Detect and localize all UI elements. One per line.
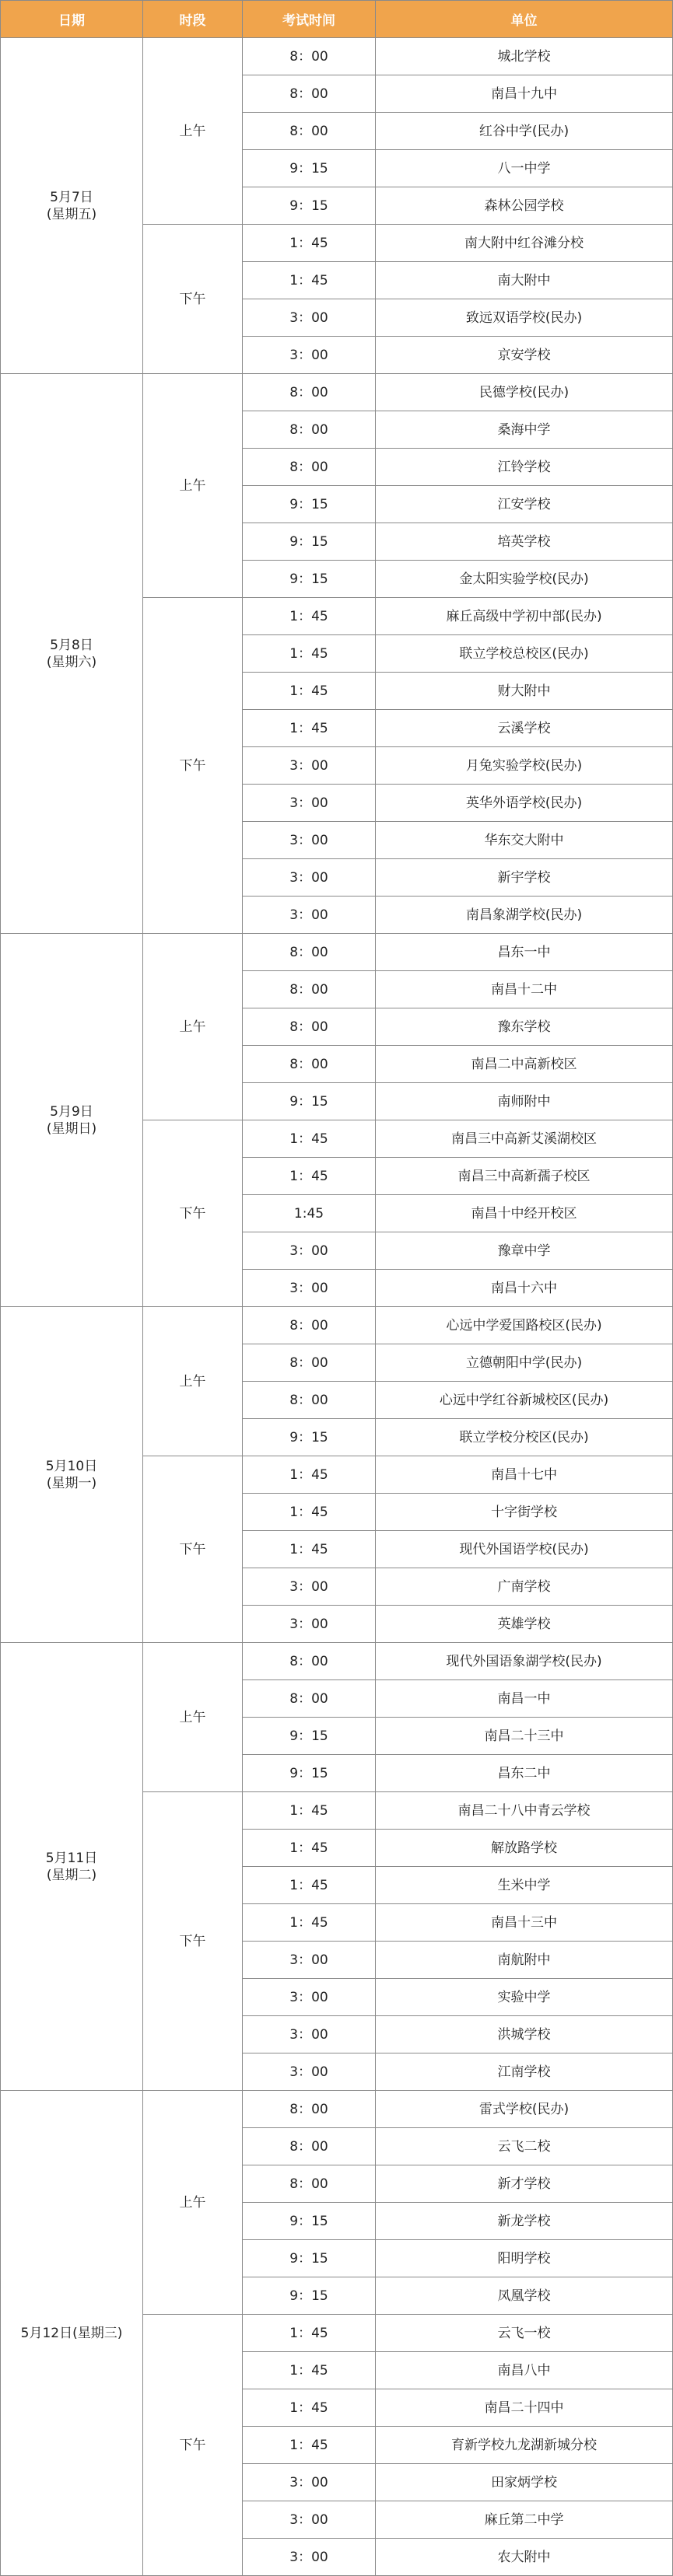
unit-cell: 金太阳实验学校(民办) [376,561,673,598]
unit-cell: 雷式学校(民办) [376,2091,673,2128]
time-cell: 3：00 [243,2053,376,2091]
time-cell: 3：00 [243,822,376,859]
table-row [1,2091,673,2128]
unit-cell: 麻丘高级中学初中部(民办) [376,598,673,635]
date-text: 5月10日 [45,1458,98,1474]
unit-cell: 新宇学校 [376,859,673,897]
time-cell: 1：45 [243,1792,376,1830]
time-cell: 9：15 [243,2203,376,2240]
time-cell: 1：45 [243,1830,376,1867]
unit-cell: 南昌象湖学校(民办) [376,897,673,934]
unit-cell: 凤凰学校 [376,2277,673,2315]
weekday-text: (星期二) [46,1867,97,1883]
unit-cell: 农大附中 [376,2539,673,2576]
period-cell: 上午 [143,1643,243,1792]
unit-cell: 京安学校 [376,337,673,374]
unit-cell: 联立学校分校区(民办) [376,1419,673,1456]
unit-cell: 立德朝阳中学(民办) [376,1344,673,1382]
table-row [1,1643,673,1680]
unit-cell: 阳明学校 [376,2240,673,2277]
unit-cell: 育新学校九龙湖新城分校 [376,2427,673,2464]
time-cell: 3：00 [243,1606,376,1643]
weekday-text: (星期日) [46,1120,97,1137]
unit-cell: 南昌一中 [376,1680,673,1718]
time-cell: 8：00 [243,411,376,449]
unit-cell: 南昌十中经开校区 [376,1195,673,1232]
time-cell: 3：00 [243,299,376,337]
date-cell [1,2091,143,2576]
period-cell: 下午 [143,598,243,934]
time-cell: 8：00 [243,449,376,486]
time-cell: 3：00 [243,1568,376,1606]
time-cell: 3：00 [243,1979,376,2016]
time-cell: 1：45 [243,2352,376,2389]
time-cell: 8：00 [243,75,376,113]
unit-cell: 南昌十三中 [376,1904,673,1942]
unit-cell: 红谷中学(民办) [376,113,673,150]
time-cell: 1：45 [243,1531,376,1568]
time-cell: 1：45 [243,2389,376,2427]
time-cell: 8：00 [243,2091,376,2128]
weekday-text: (星期五) [46,206,97,222]
time-cell: 9：15 [243,1419,376,1456]
time-cell: 1：45 [243,598,376,635]
unit-cell: 桑海中学 [376,411,673,449]
unit-cell: 南昌三中高新艾溪湖校区 [376,1120,673,1158]
period-cell: 上午 [143,2091,243,2315]
weekday-text: (星期六) [46,654,97,670]
unit-cell: 现代外国语象湖学校(民办) [376,1643,673,1680]
weekday-text: (星期一) [46,1475,97,1491]
time-cell: 3：00 [243,1232,376,1270]
time-cell: 9：15 [243,523,376,561]
unit-cell: 十字街学校 [376,1494,673,1531]
unit-cell: 南昌十二中 [376,971,673,1008]
unit-cell: 南昌二十三中 [376,1718,673,1755]
unit-cell: 江铃学校 [376,449,673,486]
time-cell: 3：00 [243,337,376,374]
unit-cell: 南昌二十八中青云学校 [376,1792,673,1830]
table-row [1,374,673,411]
period-cell: 下午 [143,225,243,374]
time-cell: 9：15 [243,1718,376,1755]
time-cell: 8：00 [243,1680,376,1718]
unit-cell: 南昌三中高新孺子校区 [376,1158,673,1195]
unit-cell: 森林公园学校 [376,187,673,225]
unit-cell: 昌东二中 [376,1755,673,1792]
table-row [1,1307,673,1344]
unit-cell: 南大附中红谷滩分校 [376,225,673,262]
unit-cell: 南昌二十四中 [376,2389,673,2427]
time-cell: 1:45 [243,1195,376,1232]
header-date: 日期 [1,1,143,38]
unit-cell: 南昌八中 [376,2352,673,2389]
time-cell: 1：45 [243,262,376,299]
unit-cell: 江安学校 [376,486,673,523]
time-cell: 9：15 [243,1755,376,1792]
date-text: 5月7日 [50,189,93,205]
unit-cell: 广南学校 [376,1568,673,1606]
time-cell: 8：00 [243,971,376,1008]
unit-cell: 南大附中 [376,262,673,299]
unit-cell: 英华外语学校(民办) [376,785,673,822]
unit-cell: 豫东学校 [376,1008,673,1046]
period-cell: 上午 [143,934,243,1120]
period-cell: 上午 [143,1307,243,1456]
unit-cell: 联立学校总校区(民办) [376,635,673,673]
time-cell: 9：15 [243,1083,376,1120]
unit-cell: 洪城学校 [376,2016,673,2053]
time-cell: 8：00 [243,374,376,411]
schedule-body [1,38,673,2576]
time-cell: 3：00 [243,859,376,897]
unit-cell: 南昌十七中 [376,1456,673,1494]
unit-cell: 昌东一中 [376,934,673,971]
unit-cell: 月兔实验学校(民办) [376,747,673,785]
time-cell: 1：45 [243,1494,376,1531]
time-cell: 1：45 [243,1158,376,1195]
date-text: 5月12日(星期三) [20,2325,123,2341]
time-cell: 8：00 [243,1382,376,1419]
unit-cell: 南航附中 [376,1942,673,1979]
time-cell: 8：00 [243,2128,376,2165]
unit-cell: 民德学校(民办) [376,374,673,411]
unit-cell: 培英学校 [376,523,673,561]
unit-cell: 云溪学校 [376,710,673,747]
time-cell: 3：00 [243,2539,376,2576]
time-cell: 3：00 [243,2501,376,2539]
time-cell: 3：00 [243,1270,376,1307]
table-row [1,934,673,971]
time-cell: 9：15 [243,2277,376,2315]
date-cell [1,934,143,1307]
unit-cell: 八一中学 [376,150,673,187]
time-cell: 8：00 [243,1643,376,1680]
unit-cell: 解放路学校 [376,1830,673,1867]
time-cell: 3：00 [243,2464,376,2501]
time-cell: 8：00 [243,38,376,75]
date-text: 5月9日 [50,1103,93,1120]
unit-cell: 财大附中 [376,673,673,710]
time-cell: 3：00 [243,1942,376,1979]
time-cell: 3：00 [243,747,376,785]
unit-cell: 南昌十六中 [376,1270,673,1307]
unit-cell: 云飞二校 [376,2128,673,2165]
unit-cell: 南师附中 [376,1083,673,1120]
time-cell: 9：15 [243,187,376,225]
time-cell: 8：00 [243,1008,376,1046]
period-cell: 上午 [143,374,243,598]
time-cell: 1：45 [243,1456,376,1494]
unit-cell: 江南学校 [376,2053,673,2091]
period-cell: 下午 [143,2315,243,2576]
date-cell [1,1307,143,1643]
date-text: 5月11日 [45,1850,98,1866]
time-cell: 8：00 [243,934,376,971]
time-cell: 3：00 [243,2016,376,2053]
time-cell: 1：45 [243,2427,376,2464]
unit-cell: 豫章中学 [376,1232,673,1270]
time-cell: 9：15 [243,486,376,523]
header-row [1,1,673,38]
time-cell: 1：45 [243,635,376,673]
unit-cell: 英雄学校 [376,1606,673,1643]
time-cell: 3：00 [243,785,376,822]
date-cell [1,38,143,374]
unit-cell: 华东交大附中 [376,822,673,859]
time-cell: 1：45 [243,1867,376,1904]
unit-cell: 麻丘第二中学 [376,2501,673,2539]
unit-cell: 田家炳学校 [376,2464,673,2501]
unit-cell: 现代外国语学校(民办) [376,1531,673,1568]
unit-cell: 南昌十九中 [376,75,673,113]
unit-cell: 新龙学校 [376,2203,673,2240]
time-cell: 8：00 [243,1344,376,1382]
period-cell: 下午 [143,1792,243,2091]
time-cell: 9：15 [243,150,376,187]
unit-cell: 新才学校 [376,2165,673,2203]
table-row [1,38,673,75]
time-cell: 8：00 [243,1046,376,1083]
unit-cell: 心远中学爱国路校区(民办) [376,1307,673,1344]
unit-cell: 城北学校 [376,38,673,75]
time-cell: 1：45 [243,673,376,710]
time-cell: 1：45 [243,225,376,262]
date-cell [1,374,143,934]
header-time: 考试时间 [243,1,376,38]
period-cell: 上午 [143,38,243,225]
unit-cell: 致远双语学校(民办) [376,299,673,337]
header-unit: 单位 [376,1,673,38]
unit-cell: 生米中学 [376,1867,673,1904]
time-cell: 1：45 [243,1120,376,1158]
time-cell: 1：45 [243,1904,376,1942]
unit-cell: 南昌二中高新校区 [376,1046,673,1083]
unit-cell: 实验中学 [376,1979,673,2016]
unit-cell: 心远中学红谷新城校区(民办) [376,1382,673,1419]
period-cell: 下午 [143,1120,243,1307]
time-cell: 3：00 [243,897,376,934]
unit-cell: 云飞一校 [376,2315,673,2352]
time-cell: 1：45 [243,2315,376,2352]
header-period: 时段 [143,1,243,38]
period-cell: 下午 [143,1456,243,1643]
time-cell: 9：15 [243,561,376,598]
time-cell: 8：00 [243,1307,376,1344]
time-cell: 1：45 [243,710,376,747]
time-cell: 9：15 [243,2240,376,2277]
date-text: 5月8日 [50,637,93,653]
time-cell: 8：00 [243,113,376,150]
date-cell [1,1643,143,2091]
time-cell: 8：00 [243,2165,376,2203]
